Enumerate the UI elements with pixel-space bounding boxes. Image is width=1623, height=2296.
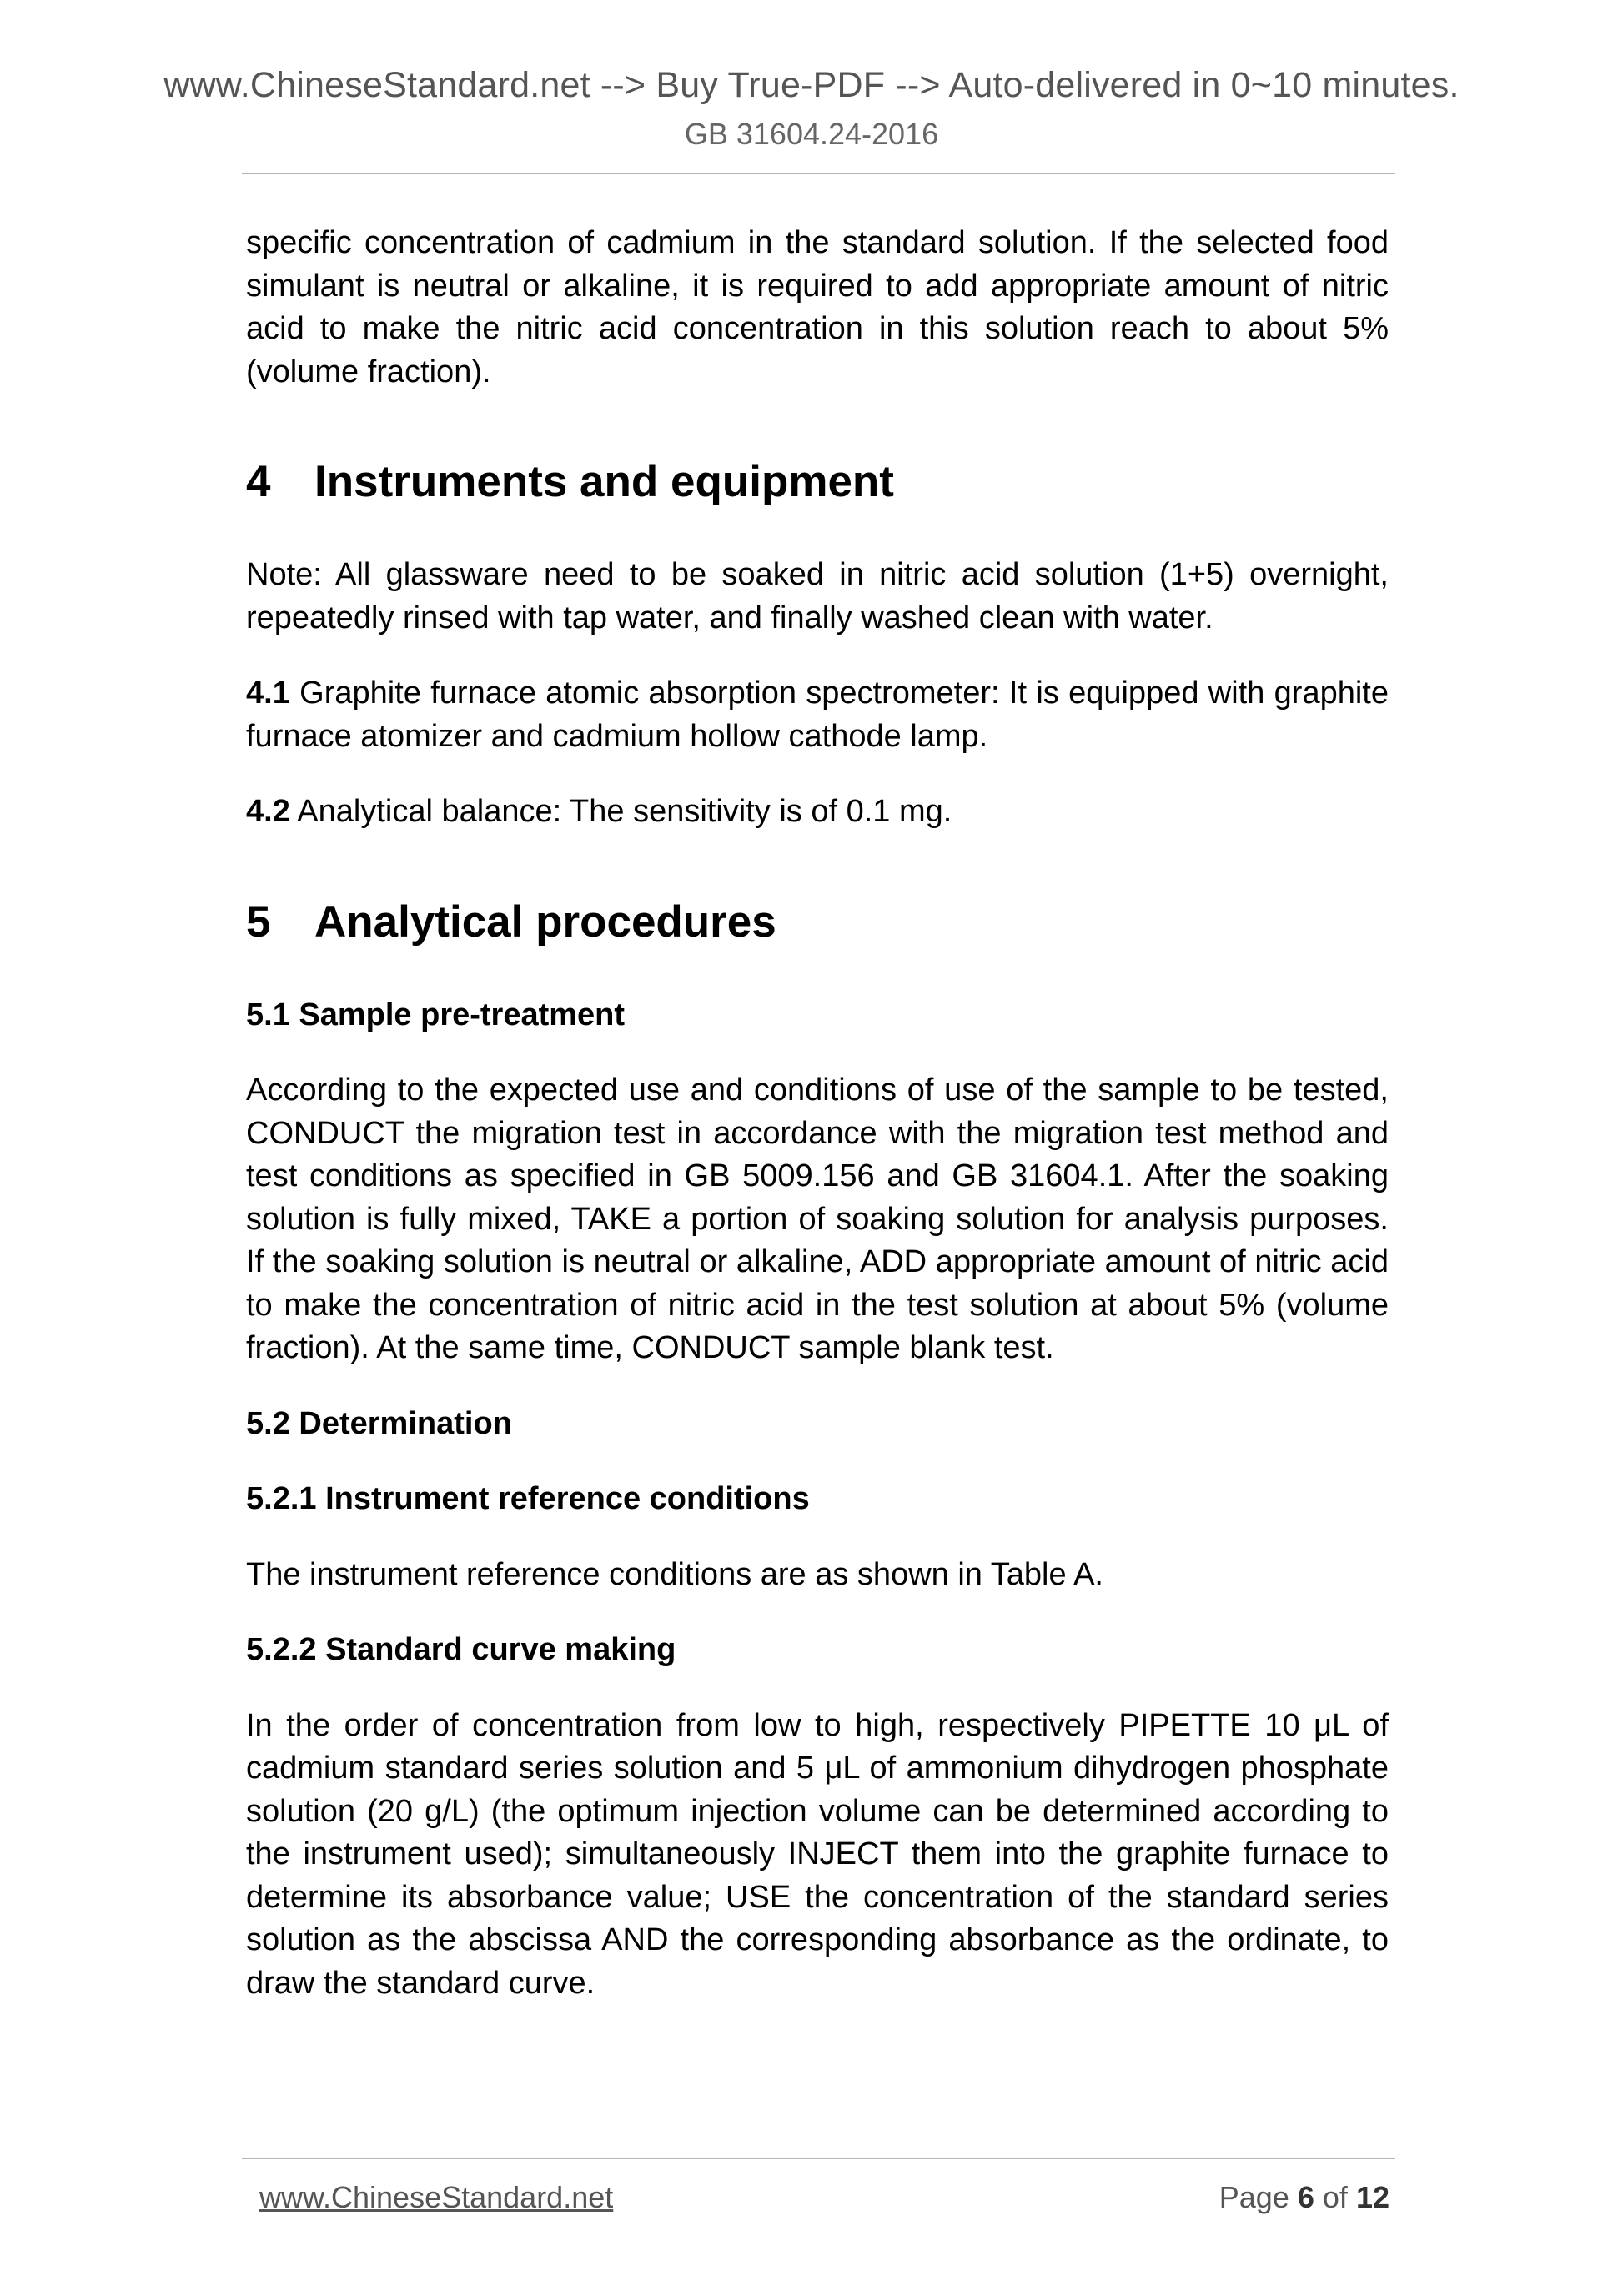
clause-4-2: [246, 791, 1389, 834]
standard-code: GB 31604.24-2016: [684, 117, 939, 151]
header-banner: www.ChineseStandard.net --> Buy True-PDF --> Auto-delivered in 0~10 minutes.: [163, 65, 1460, 105]
subsection-5-2-1-text: The instrument reference conditions are as shown in Table A.: [246, 1556, 1103, 1592]
clause-4-1-number: 4.1: [246, 676, 290, 711]
section-4-number: 4: [246, 457, 271, 506]
section-4-note: Note: All glassware need to be soaked in nitric acid solution (1+5) overnight, repeatedly rinsed with tap water, and finally washed clean with water.: [246, 557, 1389, 636]
section-5-number: 5: [246, 897, 271, 947]
section-4-heading: [246, 455, 1389, 509]
footer-divider: [242, 2158, 1395, 2159]
clause-4-1-text: Graphite furnace atomic absorption spectrometer: It is equipped with graphite furnace atomizer and cadmium hollow cathode lamp.: [246, 676, 1389, 754]
footer-site-link[interactable]: www.ChineseStandard.net: [259, 2180, 614, 2214]
intro-paragraph: specific concentration of cadmium in the standard solution. If the selected food simulant is neutral or alkaline, it is required to add appropriate amount of nitric acid to make the nitric acid concentration in this solution reach to about 5% (volume fraction).: [246, 225, 1389, 389]
subsection-5-2-2-heading: 5.2.2 Standard curve making: [246, 1632, 676, 1667]
page-word: Page: [1219, 2180, 1289, 2214]
page-total: 12: [1355, 2180, 1389, 2214]
clause-4-1: [246, 672, 1389, 758]
page-content: [246, 222, 1389, 2005]
page-current: 6: [1297, 2180, 1314, 2214]
subsection-5-2-1-heading: 5.2.1 Instrument reference conditions: [246, 1481, 810, 1516]
section-5-heading: [246, 896, 1389, 949]
page-indicator: [1219, 2180, 1389, 2215]
subsection-5-1-text: According to the expected use and conditions of use of the sample to be tested, CONDUCT the migration test in accordance with the migration test method and test conditions as specified in GB 5009.156 and GB 31604.1. After the soaking solution is fully mixed, TAKE a portion of soaking solution for analysis purposes. If the soaking solution is neutral or alkaline, ADD appropriate amount of nitric acid to make the concentration of nitric acid in the test solution at about 5% (volume fraction). At the same time, CONDUCT sample blank test.: [246, 1073, 1389, 1365]
section-5-title: Analytical procedures: [314, 897, 776, 947]
page-of: of: [1322, 2180, 1348, 2214]
subsection-5-1-heading: 5.1 Sample pre-treatment: [246, 997, 626, 1032]
clause-4-2-text: Analytical balance: The sensitivity is of 0.1 mg.: [297, 794, 952, 829]
header-divider: [242, 173, 1395, 174]
section-4-title: Instruments and equipment: [314, 457, 894, 506]
clause-4-2-number: 4.2: [246, 794, 290, 829]
subsection-5-2-heading: 5.2 Determination: [246, 1405, 512, 1441]
subsection-5-2-2-text: In the order of concentration from low to high, respectively PIPETTE 10 μL of cadmium standard series solution and 5 μL of ammonium dihydrogen phosphate solution (20 g/L) (the optimum injection volume can be determined according to the instrument used); simultaneously INJECT them into the graphite furnace to determine its absorbance value; USE the concentration of the standard series solution as the abscissa AND the corresponding absorbance as the ordinate, to draw the standard curve.: [246, 1707, 1389, 2001]
